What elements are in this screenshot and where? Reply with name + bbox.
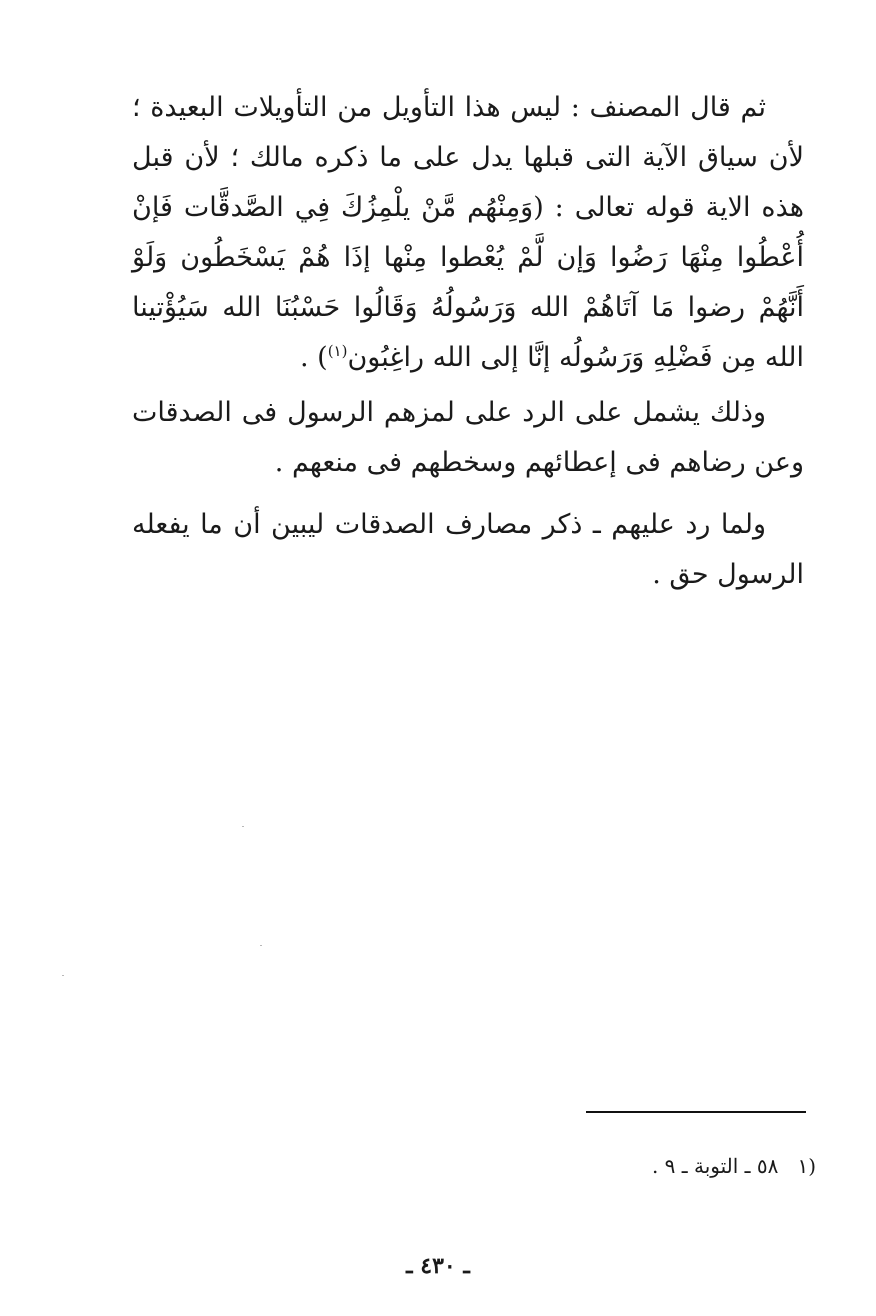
footnote-divider [586, 1111, 806, 1113]
scan-speck [260, 945, 262, 946]
paragraph-2 [132, 388, 804, 488]
paragraph-1-text: ثم قال المصنف : ليس هذا التأويل من التأويلات البعيدة ؛ لأن سياق الآية التى قبلها يدل على ما ذكره مالك ؛ لأن قبل هذه الاية قوله تعالى : (وَمِنْهُم مَّنْ يلْمِزُكَ فِي الصَّدقَّات فَإنْ أُعْطُوا مِنْهَا رَضُوا وَإن لَّمْ يُعْطوا مِنْها إذَا هُمْ يَسْخَطُون وَلَوْ أَنَّهُمْ رضوا مَا آتَاهُمْ الله وَرَسُولُهُ وَقَالُوا حَسْبُنَا الله سَيُؤْتينا الله مِن فَضْلِهِ وَرَسُولُه إنَّا إلى الله راغِبُون [132, 92, 804, 373]
footnote-text: ٥٨ ـ التوبة ـ ٩ . [651, 1154, 779, 1178]
paragraph-1 [132, 83, 804, 383]
scan-speck [62, 975, 64, 976]
paragraph-3-text: ولما رد عليهم ـ ذكر مصارف الصدقات ليبين أن ما يفعله الرسول حق . [132, 509, 804, 590]
footnote [652, 1150, 816, 1182]
paragraph-1-ending: ) . [299, 342, 328, 373]
paragraph-3 [132, 500, 804, 600]
footnote-reference: (١) [327, 342, 348, 360]
paragraph-2-text: وذلك يشمل على الرد على لمزهم الرسول فى الصدقات وعن رضاهم فى إعطائهم وسخطهم فى منعهم . [132, 397, 804, 478]
page-number: ـ ٤٣٠ ـ [406, 1253, 470, 1279]
scan-speck [242, 826, 244, 827]
footnote-marker: (١ [797, 1154, 816, 1178]
